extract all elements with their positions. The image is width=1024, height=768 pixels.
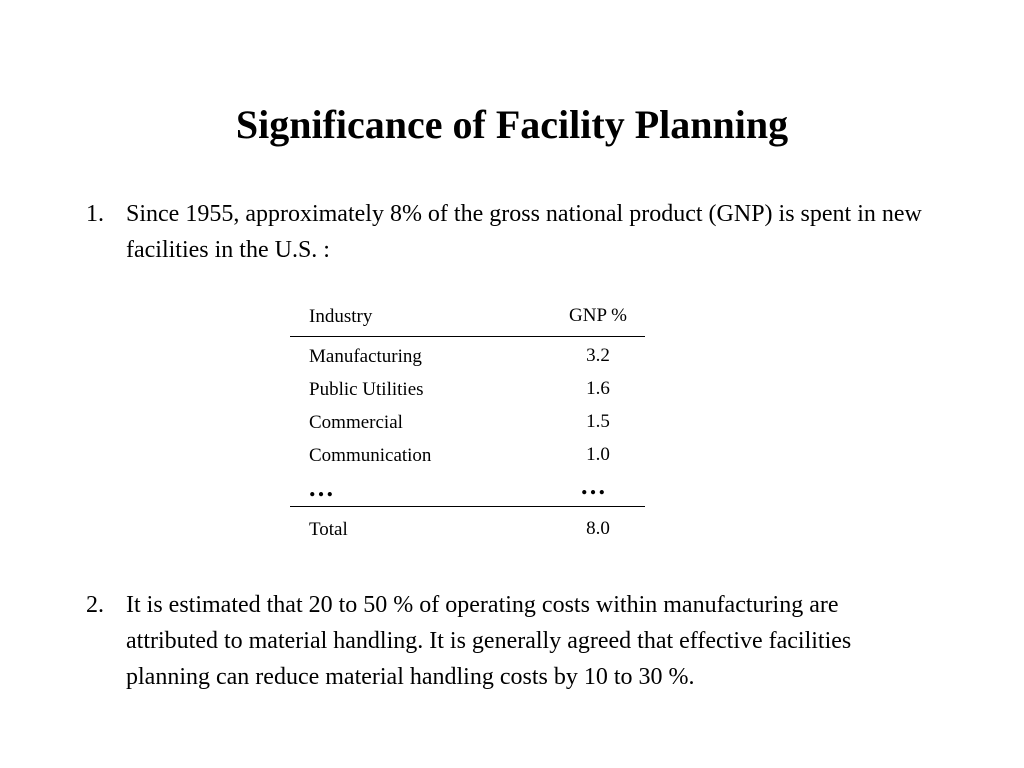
table-row-industry: Public Utilities [309,379,424,400]
table-row-gnp: 1.5 [586,411,610,432]
table-row-industry: Communication [309,445,432,466]
table-row-industry: Commercial [309,412,403,433]
bullet-text: It is estimated that 20 to 50 % of operating costs within manufacturing are attributed to material handling. It is generally agreed that effective facilities planning can reduce material handling costs by 10 to 30 %. [126,592,852,690]
bullet-text: Since 1955, approximately 8% of the gross national product (GNP) is spent in new facilities in the U.S. : [126,201,922,263]
gnp-table [290,300,645,550]
table-ellipsis-gnp: … [580,471,609,500]
table-header-gnp: GNP % [569,305,627,326]
table-header-rule [290,336,645,337]
table-ellipsis-industry: … [308,473,337,502]
bullet-number: 2. [86,592,104,618]
table-row-industry: Manufacturing [309,346,422,367]
table-row-gnp: 3.2 [586,345,610,366]
bullet-point-1 [86,196,936,268]
slide-title: Significance of Facility Planning [235,102,789,147]
table-total-value: 8.0 [586,518,610,539]
bullet-point-2 [86,587,936,695]
bullet-number: 1. [86,201,104,227]
table-header-industry: Industry [309,306,373,327]
table-total-label: Total [309,519,348,540]
table-row-gnp: 1.0 [586,444,610,465]
table-total-rule [290,506,645,507]
table-row-gnp: 1.6 [586,378,610,399]
